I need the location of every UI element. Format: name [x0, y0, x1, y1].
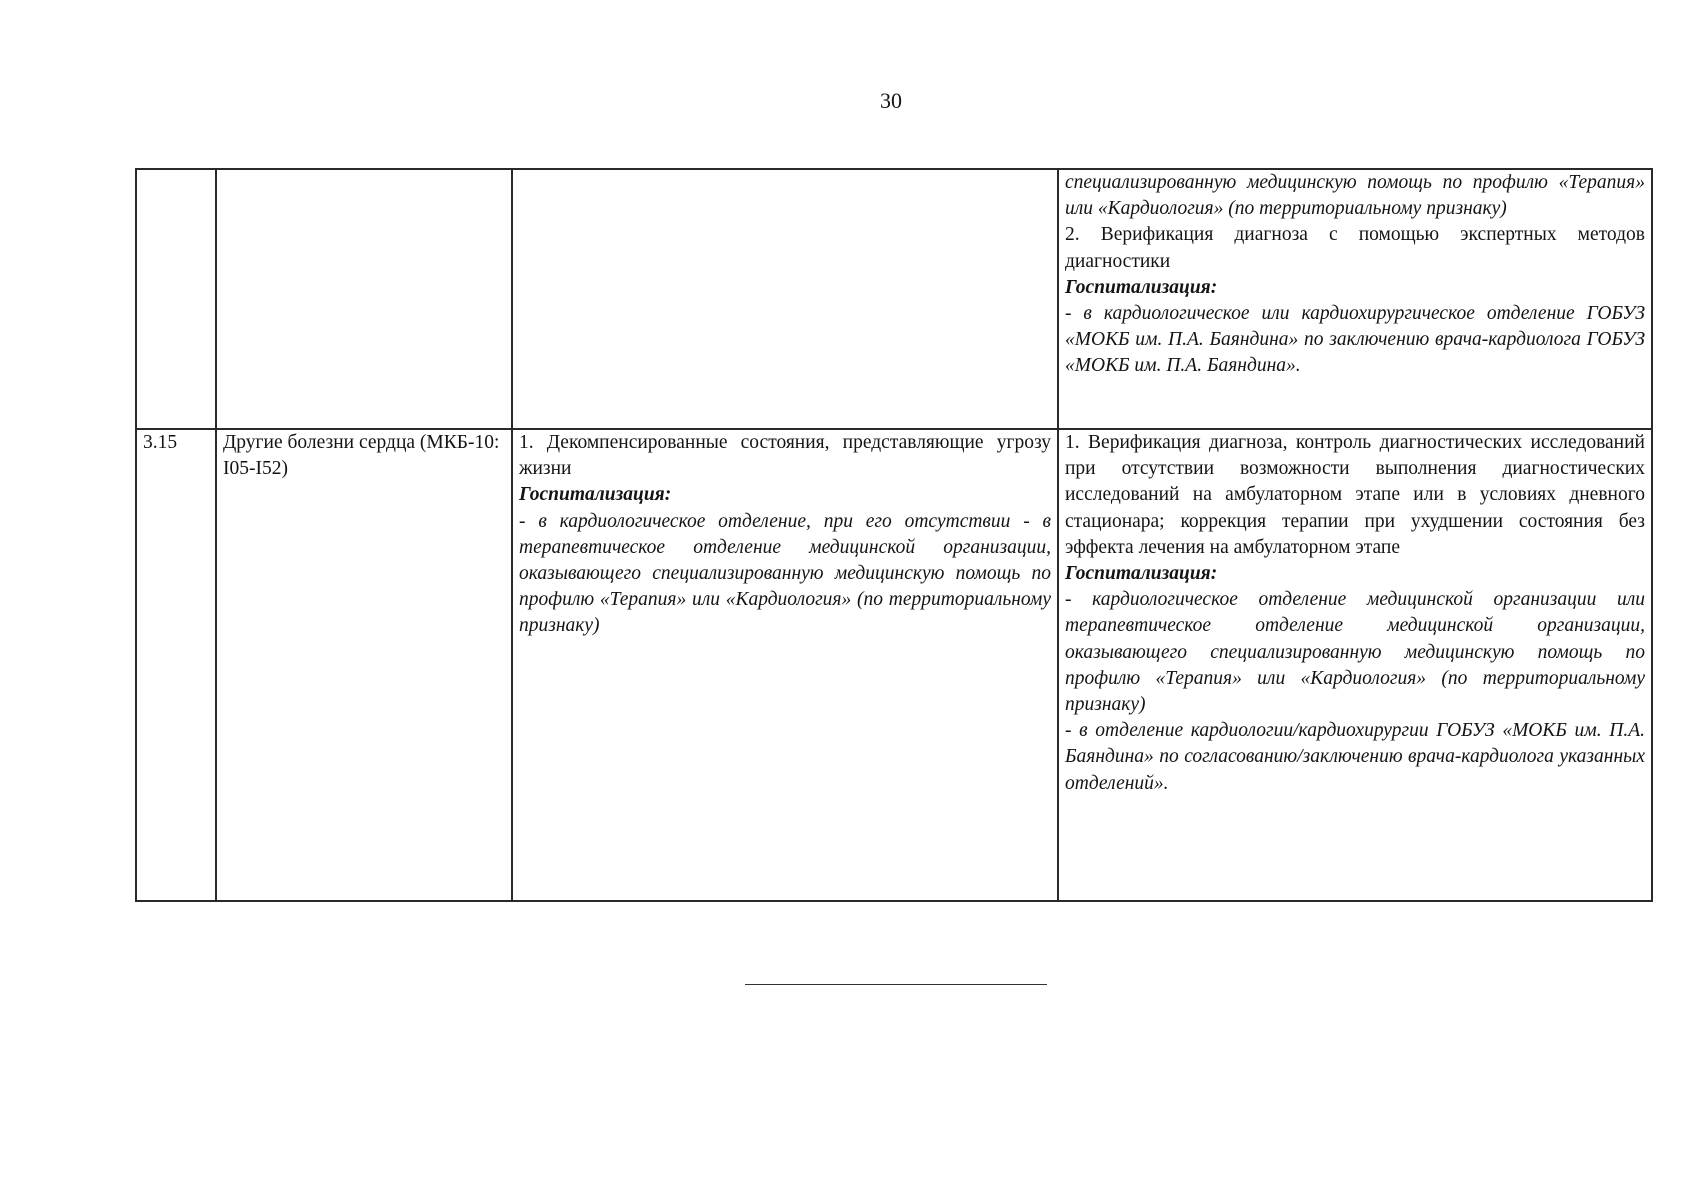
cell-number-empty — [136, 169, 216, 429]
cell-col2 — [512, 429, 1058, 901]
table-row-continued — [136, 169, 1652, 429]
footer-divider — [745, 984, 1047, 985]
continued-text: специализированную медицинскую помощь по профилю «Терапия» или «Кардиология» (по территориальному признаку) — [1065, 172, 1645, 220]
hospitalization-label: Госпитализация: — [519, 484, 672, 506]
hospitalization-label: Госпитализация: — [1065, 563, 1218, 585]
hospitalization-text: - в кардиологическое или кардиохирургическое отделение ГОБУЗ «МОКБ им. П.А. Баяндина» по заключению врача-кардиолога ГОБУЗ «МОКБ им. П.А. Баяндина». — [1065, 303, 1645, 377]
criteria-table — [135, 168, 1653, 902]
table-row-3-15 — [136, 429, 1652, 901]
hospitalization-text-2: - в отделение кардиологии/кардиохирургии ГОБУЗ «МОКБ им. П.А. Баяндина» по согласованию/заключению врача-кардиолога указанных отделений». — [1065, 720, 1645, 794]
hospitalization-text: - в кардиологическое отделение, при его отсутствии - в терапевтическое отделение медицинской организации, оказывающего специализированную медицинскую помощь по профилю «Терапия» или «Кардиология» (по территориальному признаку) — [519, 510, 1051, 637]
cell-col3 — [1058, 429, 1652, 901]
cell-col2-empty — [512, 169, 1058, 429]
page-number: 30 — [880, 88, 902, 113]
cell-name-empty — [216, 169, 512, 429]
hospitalization-label: Госпитализация: — [1065, 276, 1218, 298]
hospitalization-text-1: - кардиологическое отделение медицинской организации или терапевтическое отделение медицинской организации, оказывающего специализированную медицинскую помощь по профилю «Терапия» или «Кардиология» (по территориальному признаку) — [1065, 589, 1645, 716]
disease-name: Другие болезни сердца (МКБ-10: I05-I52) — [216, 429, 512, 901]
row-number: 3.15 — [136, 429, 216, 901]
indication-text: 1. Верификация диагноза, контроль диагностических исследований при отсутствии возможности выполнения диагностических исследований на амбулаторном этапе или в условиях дневного стационара; коррекция терапии при ухудшении состояния без эффекта лечения на амбулаторном этапе — [1065, 432, 1645, 558]
indication-text: 1. Декомпенсированные состояния, представляющие угрозу жизни — [519, 432, 1051, 480]
cell-col3-continued — [1058, 169, 1652, 429]
verification-text: 2. Верификация диагноза с помощью экспертных методов диагностики — [1065, 224, 1645, 272]
